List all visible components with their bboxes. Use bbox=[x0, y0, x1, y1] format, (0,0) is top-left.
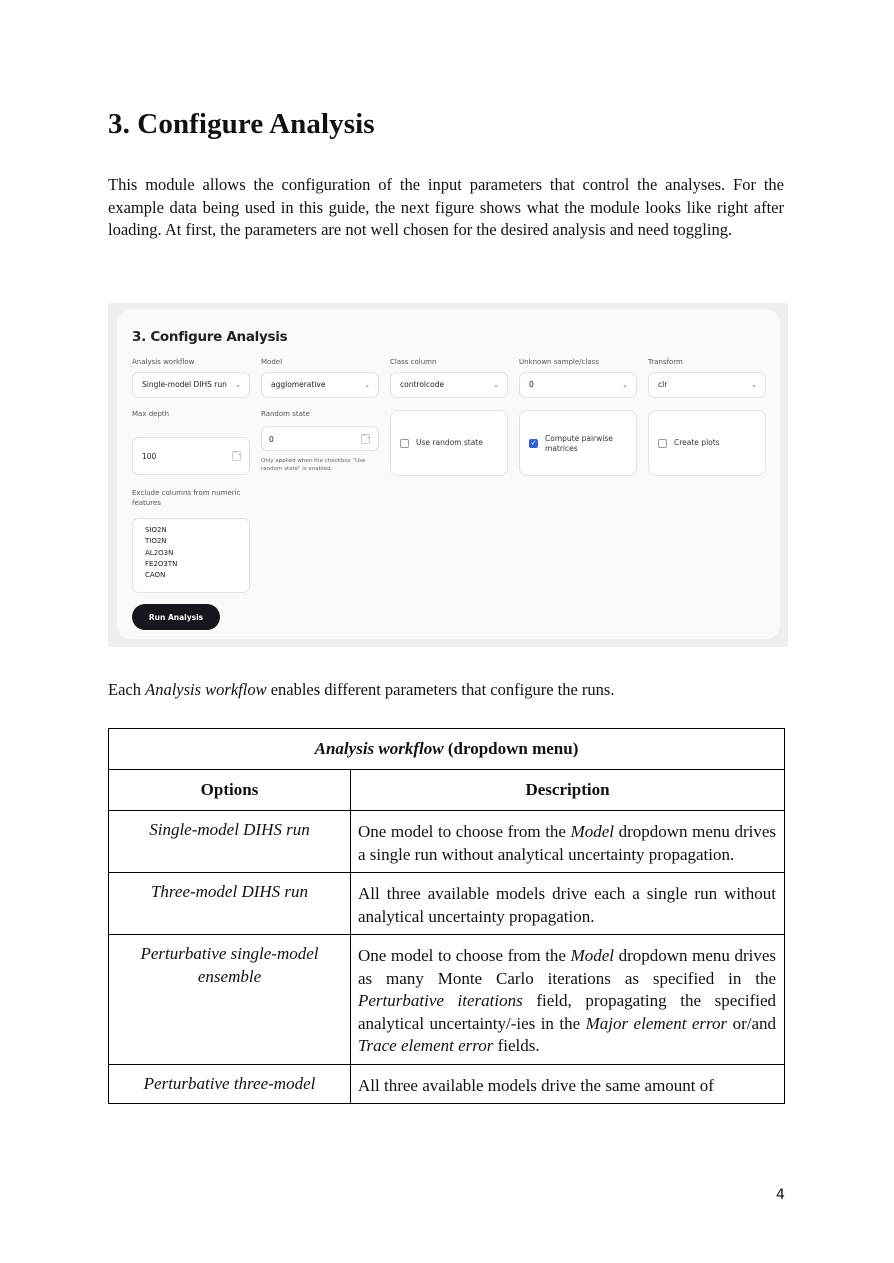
description-italic: Model bbox=[570, 946, 614, 965]
unknown-label: Unknown sample/class bbox=[519, 358, 599, 366]
chevron-down-icon: ⌄ bbox=[493, 381, 499, 389]
option-cell: Perturbative three-model bbox=[109, 1064, 351, 1104]
table-body bbox=[109, 811, 785, 1104]
exclude-list[interactable] bbox=[132, 518, 250, 593]
table-row bbox=[109, 1064, 785, 1104]
max-depth-input[interactable] bbox=[132, 437, 250, 475]
max-depth-value: 100 bbox=[142, 452, 157, 461]
configure-card bbox=[117, 309, 780, 639]
page-number: 4 bbox=[776, 1187, 785, 1203]
description-text: One model to choose from the bbox=[358, 946, 571, 965]
description-text: fields. bbox=[493, 1036, 540, 1055]
workflow-table bbox=[108, 728, 785, 1104]
model-label: Model bbox=[261, 358, 283, 366]
use-random-state-label: Use random state bbox=[416, 438, 483, 447]
para-text: Each bbox=[108, 680, 146, 699]
random-state-value: 0 bbox=[269, 435, 274, 444]
create-plots-checkbox[interactable] bbox=[658, 439, 667, 448]
description-cell bbox=[351, 1064, 785, 1104]
description-cell bbox=[351, 935, 785, 1065]
description-cell bbox=[351, 873, 785, 935]
intro-paragraph: This module allows the configuration of the input parameters that control the analyses. For the example data being used in this guide, the next figure shows what the module looks like right after loading. At first, the parameters are not well chosen for the desired analysis and need toggling. bbox=[108, 175, 784, 240]
workflow-paragraph bbox=[108, 680, 614, 700]
description-text: One model to choose from the bbox=[358, 822, 571, 841]
description-text: All three available models drive the same amount of bbox=[358, 1075, 714, 1095]
description-italic: Trace element error bbox=[358, 1036, 494, 1055]
description-text: or/and bbox=[727, 1013, 777, 1033]
use-random-state-card[interactable] bbox=[390, 410, 508, 476]
use-random-state-checkbox[interactable] bbox=[400, 439, 409, 448]
class-column-value: controlcode bbox=[400, 380, 445, 389]
description-italic: Major element error bbox=[585, 1013, 728, 1033]
model-select[interactable] bbox=[261, 372, 379, 398]
para-italic: Analysis workflow bbox=[145, 680, 267, 699]
page-heading: 3. Configure Analysis bbox=[108, 108, 375, 140]
option-cell: Three-model DIHS run bbox=[109, 873, 351, 935]
model-value: agglomerative bbox=[271, 380, 326, 389]
list-item[interactable]: TIO2N bbox=[145, 537, 167, 546]
chevron-down-icon: ⌄ bbox=[235, 381, 241, 389]
workflow-value: Single-model DIHS run bbox=[142, 380, 227, 389]
card-title: 3. Configure Analysis bbox=[132, 329, 288, 345]
description-italic: Model bbox=[570, 822, 614, 841]
column-header-options: Options bbox=[109, 770, 351, 811]
class-column-select[interactable] bbox=[390, 372, 508, 398]
description-italic: Perturbative iterations bbox=[358, 991, 523, 1010]
chevron-down-icon: ⌄ bbox=[364, 381, 370, 389]
random-state-input[interactable] bbox=[261, 426, 379, 451]
description-text: All three available models drive each a single run without analytical uncertainty propagation. bbox=[358, 884, 777, 926]
transform-select[interactable] bbox=[648, 372, 766, 398]
pairwise-checkbox[interactable]: ✓ bbox=[530, 439, 537, 447]
caption-rest: (dropdown menu) bbox=[443, 739, 579, 758]
run-analysis-button[interactable]: Run Analysis bbox=[132, 604, 220, 630]
chevron-down-icon: ⌄ bbox=[622, 381, 628, 389]
option-cell: Perturbative single-model ensemble bbox=[109, 935, 351, 1065]
description-text: field, propagating the specified analytical uncertainty/-ies in the bbox=[358, 991, 777, 1033]
exclude-label: Exclude columns from numeric features bbox=[132, 489, 241, 507]
table-caption bbox=[109, 729, 785, 770]
caption-italic: Analysis workflow bbox=[314, 739, 444, 758]
random-state-helper: Only applied when the checkbox "Use random state" is enabled. bbox=[261, 458, 366, 472]
description-text: dropdown menu drives as many Monte Carlo iterations as specified in the bbox=[358, 946, 777, 988]
pairwise-label: Compute pairwise matrices bbox=[545, 434, 613, 453]
unknown-value: 0 bbox=[529, 380, 534, 389]
unknown-select[interactable] bbox=[519, 372, 637, 398]
transform-label: Transform bbox=[648, 358, 683, 366]
module-screenshot bbox=[108, 303, 788, 647]
column-header-description: Description bbox=[351, 770, 785, 811]
list-item[interactable]: SIO2N bbox=[145, 526, 167, 534]
create-plots-card[interactable] bbox=[648, 410, 766, 476]
chevron-down-icon: ⌄ bbox=[751, 381, 757, 389]
create-plots-label: Create plots bbox=[674, 438, 720, 447]
stepper-icon[interactable]: ⌃⌄ bbox=[232, 451, 241, 461]
option-cell: Single-model DIHS run bbox=[109, 811, 351, 873]
table-row bbox=[109, 811, 785, 873]
para-text: enables different parameters that configure the runs. bbox=[266, 680, 615, 699]
description-text: dropdown menu drives a single run without analytical uncertainty propagation. bbox=[358, 822, 777, 864]
list-item[interactable]: FE2O3TN bbox=[145, 559, 178, 568]
workflow-select[interactable] bbox=[132, 372, 250, 398]
list-item[interactable]: CAON bbox=[145, 571, 166, 580]
workflow-label: Analysis workflow bbox=[132, 358, 195, 366]
description-cell bbox=[351, 811, 785, 873]
pairwise-card[interactable] bbox=[519, 410, 637, 476]
class-column-label: Class column bbox=[390, 358, 437, 366]
table-row bbox=[109, 873, 785, 935]
stepper-icon[interactable]: ⌃⌄ bbox=[361, 434, 370, 444]
transform-value: clr bbox=[658, 380, 668, 389]
random-state-label: Random state bbox=[261, 410, 310, 418]
list-item[interactable]: AL2O3N bbox=[145, 548, 174, 557]
max-depth-label: Max depth bbox=[132, 410, 170, 418]
table-row bbox=[109, 935, 785, 1065]
